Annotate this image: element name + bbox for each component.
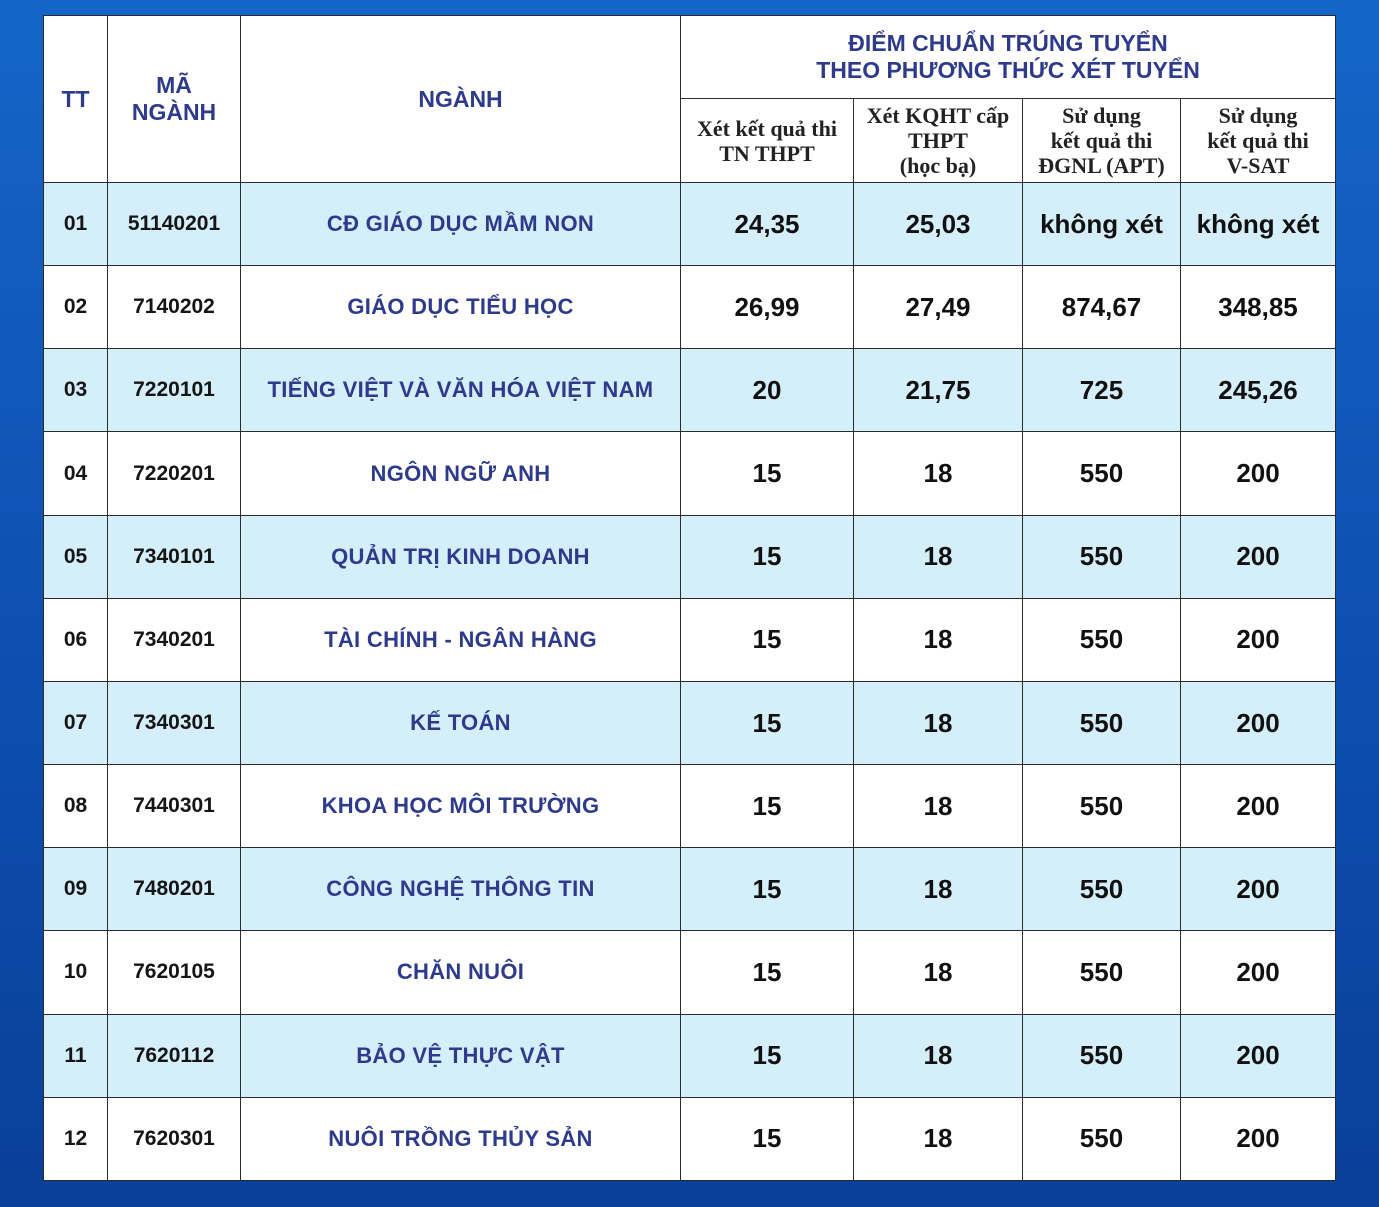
table-header [44, 16, 1336, 183]
row-score-thpt: 15 [681, 931, 854, 1014]
header-method-vsat [1181, 99, 1336, 183]
header-group-line1: ĐIỂM CHUẨN TRÚNG TUYỂN [848, 30, 1168, 56]
row-code: 7140202 [108, 266, 241, 349]
row-score-thpt: 15 [681, 1014, 854, 1097]
row-score-hocba: 18 [854, 931, 1023, 1014]
header-method-hocba [854, 99, 1023, 183]
header-method-hocba-line1: Xét KQHT cấp [866, 103, 1010, 128]
row-code: 7340301 [108, 681, 241, 764]
row-score-vsat: 200 [1181, 765, 1336, 848]
row-score-apt: 725 [1023, 349, 1181, 432]
row-major: BẢO VỆ THỰC VẬT [241, 1014, 681, 1097]
row-score-apt: 550 [1023, 1097, 1181, 1180]
row-tt: 05 [44, 515, 108, 598]
row-score-apt: 550 [1023, 765, 1181, 848]
row-tt: 08 [44, 765, 108, 848]
row-code: 7340201 [108, 598, 241, 681]
row-major: GIÁO DỤC TIỂU HỌC [241, 266, 681, 349]
row-score-vsat: 200 [1181, 515, 1336, 598]
row-score-vsat: không xét [1181, 183, 1336, 266]
row-major: KHOA HỌC MÔI TRƯỜNG [241, 765, 681, 848]
row-score-thpt: 15 [681, 848, 854, 931]
row-score-thpt: 15 [681, 681, 854, 764]
header-code-line2: NGÀNH [131, 99, 217, 125]
header-method-vsat-line2: kết quả thi [1207, 128, 1309, 153]
header-method-hocba-line3: (học bạ) [899, 153, 977, 178]
row-score-hocba: 21,75 [854, 349, 1023, 432]
row-score-hocba: 18 [854, 1097, 1023, 1180]
row-score-thpt: 15 [681, 765, 854, 848]
row-score-hocba: 18 [854, 681, 1023, 764]
table-body [44, 183, 1336, 1181]
row-score-hocba: 25,03 [854, 183, 1023, 266]
table-row [44, 848, 1336, 931]
table-row [44, 1014, 1336, 1097]
row-score-apt: 550 [1023, 432, 1181, 515]
row-tt: 07 [44, 681, 108, 764]
row-score-hocba: 18 [854, 765, 1023, 848]
row-code: 51140201 [108, 183, 241, 266]
table-row [44, 765, 1336, 848]
row-major: NGÔN NGỮ ANH [241, 432, 681, 515]
header-group-line2: THEO PHƯƠNG THỨC XÉT TUYỂN [816, 57, 1200, 83]
row-major: QUẢN TRỊ KINH DOANH [241, 515, 681, 598]
row-score-vsat: 245,26 [1181, 349, 1336, 432]
row-score-apt: không xét [1023, 183, 1181, 266]
row-score-hocba: 18 [854, 432, 1023, 515]
header-major: NGÀNH [241, 16, 681, 183]
header-method-apt [1023, 99, 1181, 183]
row-score-hocba: 18 [854, 1014, 1023, 1097]
row-tt: 06 [44, 598, 108, 681]
row-score-vsat: 200 [1181, 931, 1336, 1014]
row-score-vsat: 200 [1181, 1097, 1336, 1180]
header-tt: TT [44, 16, 108, 183]
header-method-thpt [681, 99, 854, 183]
header-code [108, 16, 241, 183]
row-score-thpt: 15 [681, 515, 854, 598]
row-score-thpt: 15 [681, 432, 854, 515]
row-major: TIẾNG VIỆT VÀ VĂN HÓA VIỆT NAM [241, 349, 681, 432]
table-row [44, 349, 1336, 432]
header-method-thpt-line1: Xét kết quả thi [697, 115, 837, 141]
row-score-apt: 550 [1023, 931, 1181, 1014]
row-code: 7340101 [108, 515, 241, 598]
row-score-apt: 874,67 [1023, 266, 1181, 349]
row-score-hocba: 18 [854, 848, 1023, 931]
header-method-apt-line2: kết quả thi [1050, 128, 1153, 153]
admission-score-table [43, 15, 1336, 1181]
row-code: 7620112 [108, 1014, 241, 1097]
row-score-thpt: 26,99 [681, 266, 854, 349]
header-method-vsat-line1: Sử dụng [1218, 103, 1298, 128]
row-code: 7620301 [108, 1097, 241, 1180]
row-score-apt: 550 [1023, 681, 1181, 764]
table-row [44, 598, 1336, 681]
row-code: 7220101 [108, 349, 241, 432]
row-tt: 12 [44, 1097, 108, 1180]
row-code: 7440301 [108, 765, 241, 848]
row-tt: 10 [44, 931, 108, 1014]
row-code: 7220201 [108, 432, 241, 515]
row-score-vsat: 200 [1181, 432, 1336, 515]
header-method-thpt-line2: TN THPT [719, 140, 815, 166]
header-method-apt-line3: ĐGNL (APT) [1038, 153, 1165, 178]
score-table-frame [43, 15, 1335, 1181]
table-row [44, 931, 1336, 1014]
table-row [44, 681, 1336, 764]
row-score-vsat: 200 [1181, 681, 1336, 764]
row-major: CÔNG NGHỆ THÔNG TIN [241, 848, 681, 931]
row-tt: 11 [44, 1014, 108, 1097]
row-score-apt: 550 [1023, 515, 1181, 598]
row-score-thpt: 15 [681, 598, 854, 681]
row-score-vsat: 200 [1181, 1014, 1336, 1097]
row-major: NUÔI TRỒNG THỦY SẢN [241, 1097, 681, 1180]
row-score-hocba: 18 [854, 598, 1023, 681]
row-tt: 01 [44, 183, 108, 266]
row-tt: 04 [44, 432, 108, 515]
row-score-hocba: 27,49 [854, 266, 1023, 349]
row-major: TÀI CHÍNH - NGÂN HÀNG [241, 598, 681, 681]
header-code-line1: MÃ [156, 72, 192, 98]
row-score-thpt: 20 [681, 349, 854, 432]
row-score-vsat: 348,85 [1181, 266, 1336, 349]
row-code: 7480201 [108, 848, 241, 931]
table-row [44, 432, 1336, 515]
table-row [44, 183, 1336, 266]
table-row [44, 1097, 1336, 1180]
header-method-hocba-line2: THPT [908, 128, 968, 153]
row-tt: 02 [44, 266, 108, 349]
row-score-apt: 550 [1023, 1014, 1181, 1097]
row-score-thpt: 24,35 [681, 183, 854, 266]
row-score-hocba: 18 [854, 515, 1023, 598]
row-major: CĐ GIÁO DỤC MẦM NON [241, 183, 681, 266]
header-method-apt-line1: Sử dụng [1062, 103, 1141, 128]
row-major: KẾ TOÁN [241, 681, 681, 764]
table-row [44, 515, 1336, 598]
row-score-vsat: 200 [1181, 848, 1336, 931]
row-score-vsat: 200 [1181, 598, 1336, 681]
row-score-thpt: 15 [681, 1097, 854, 1180]
row-major: CHĂN NUÔI [241, 931, 681, 1014]
table-row [44, 266, 1336, 349]
row-code: 7620105 [108, 931, 241, 1014]
row-tt: 03 [44, 349, 108, 432]
header-method-vsat-line3: V-SAT [1226, 153, 1290, 178]
header-score-group [681, 16, 1336, 99]
row-score-apt: 550 [1023, 598, 1181, 681]
row-tt: 09 [44, 848, 108, 931]
row-score-apt: 550 [1023, 848, 1181, 931]
